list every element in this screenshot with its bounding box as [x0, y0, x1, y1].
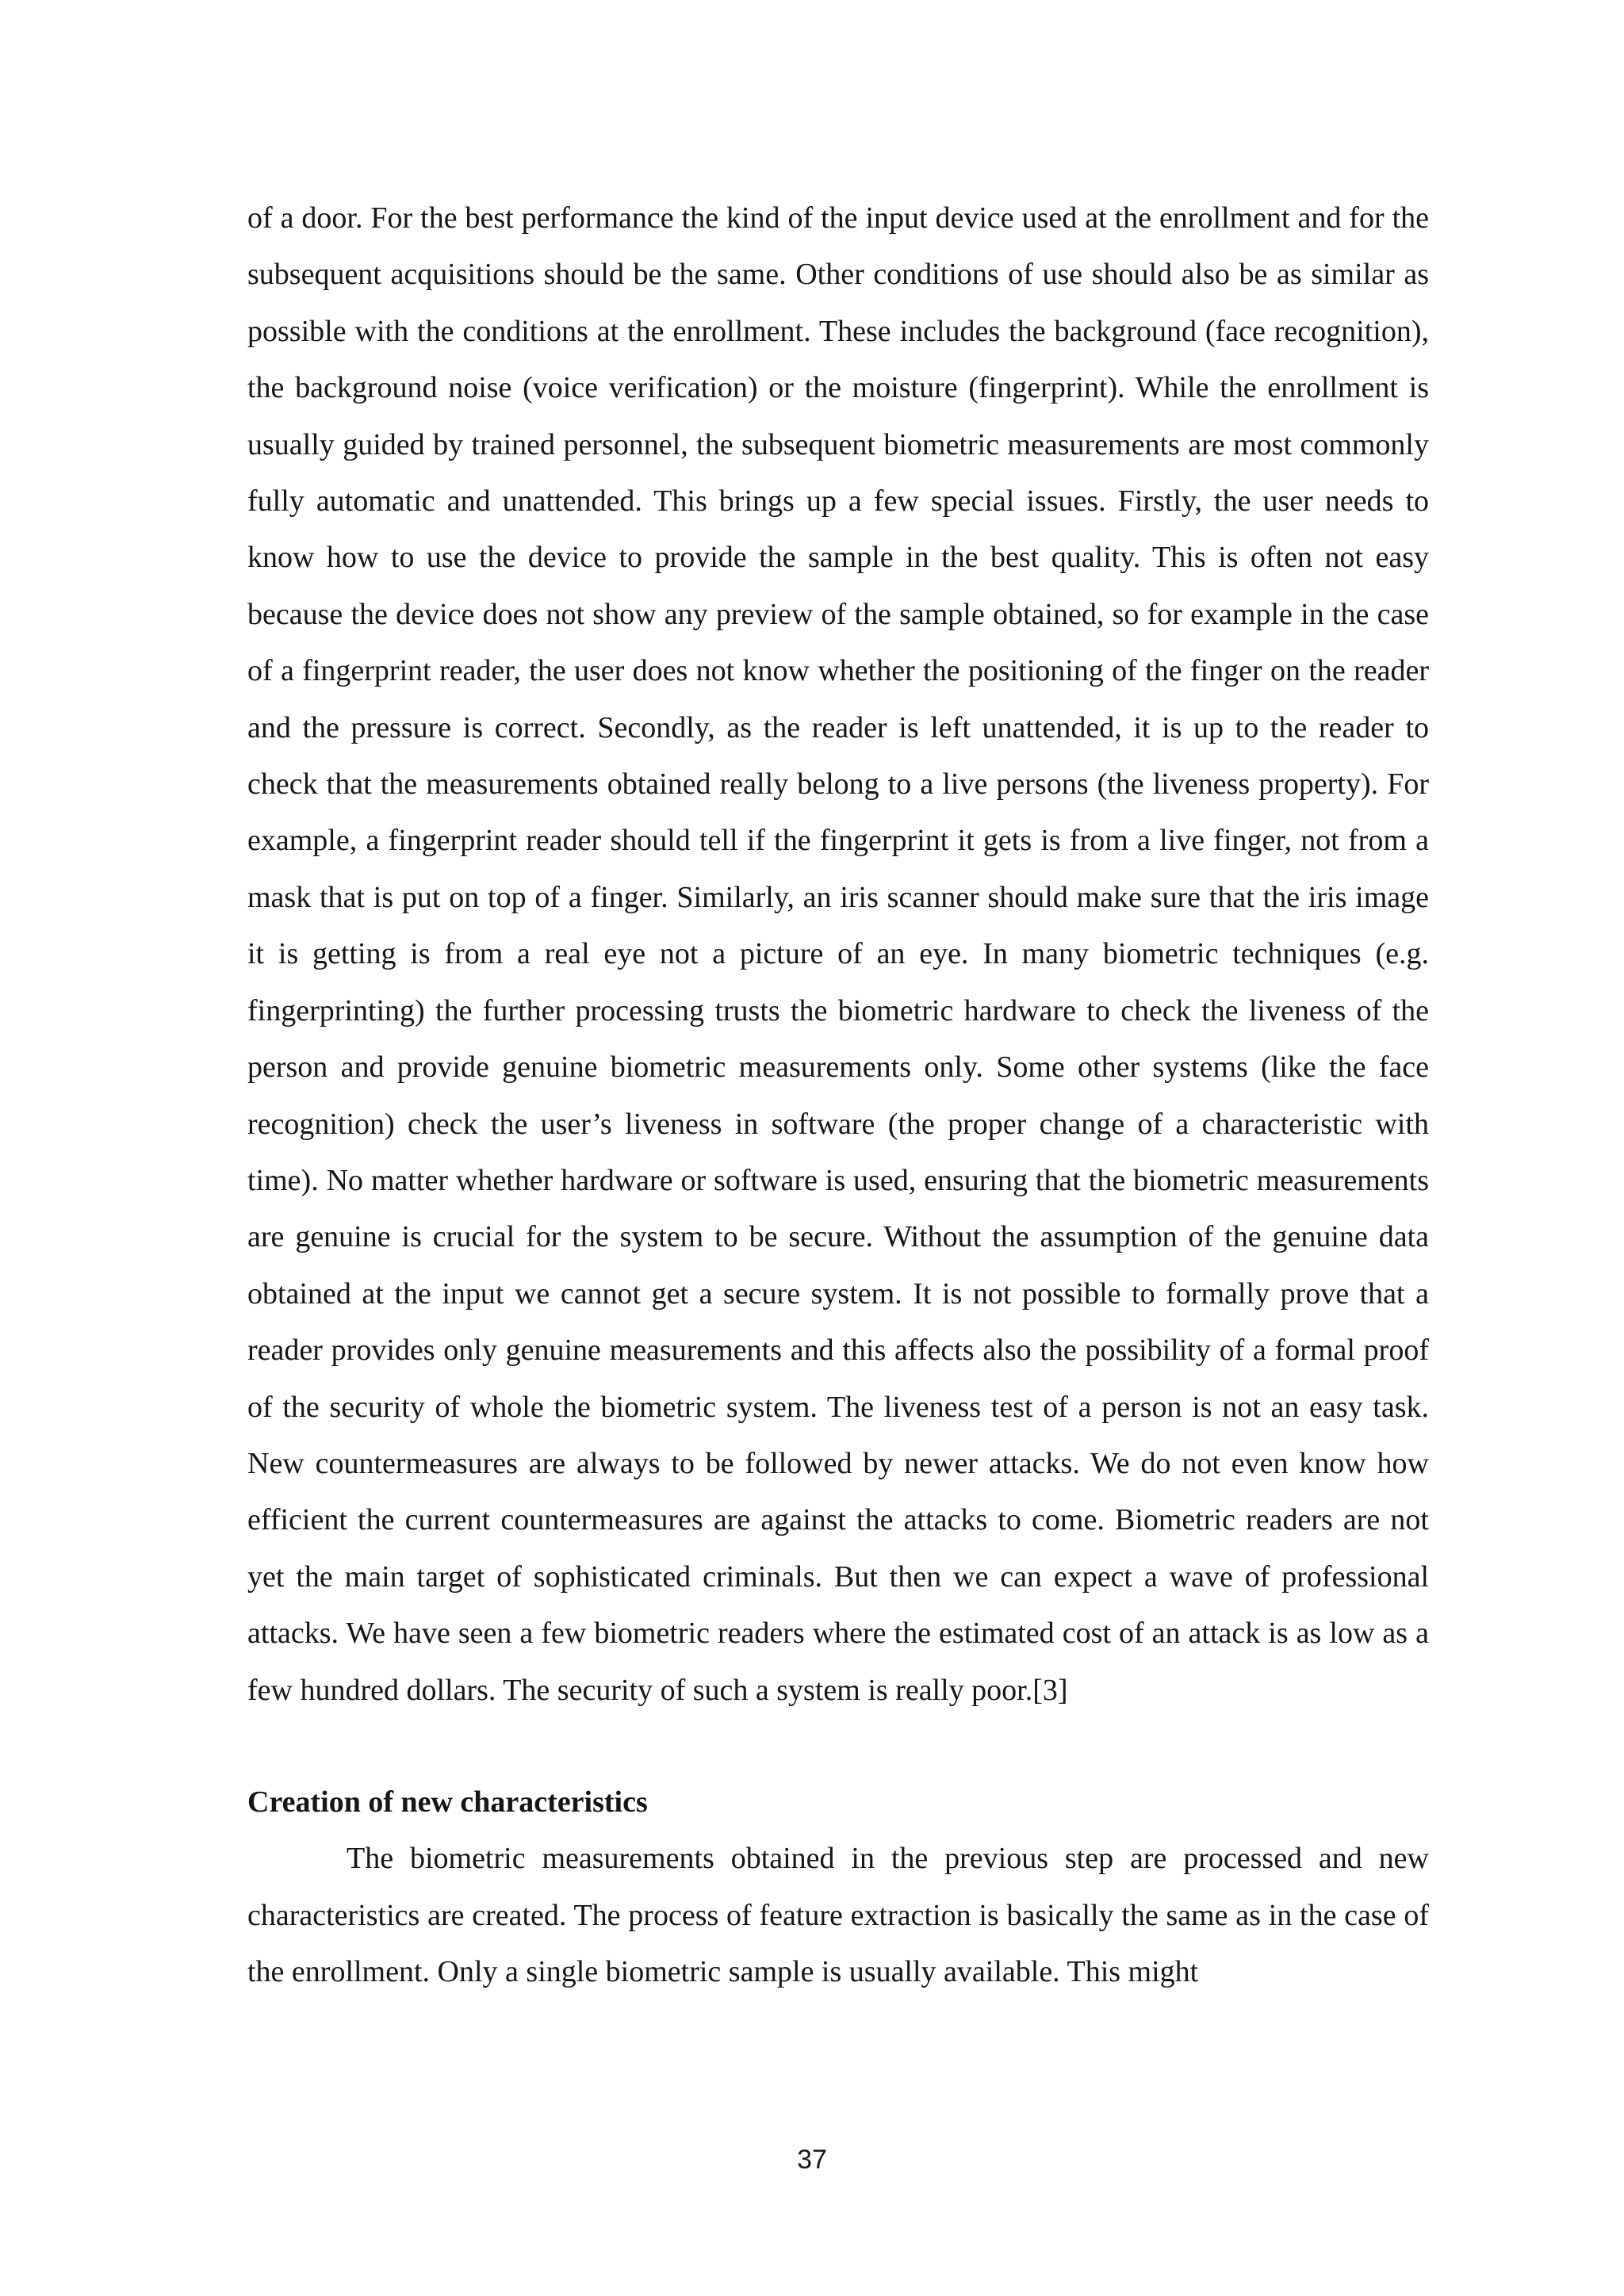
body-paragraph: of a door. For the best performance the kind of the input device used at the enrollment and for the subsequent acquisitions should be the same. Other conditions of use should also be as similar as possible with the conditions at the enrollment. These includes the background (face recognition), the background noise (voice verification) or the moisture (fingerprint). While the enrollment is usually guided by trained personnel, the subsequent biometric measurements are most commonly fully automatic and unattended. This brings up a few special issues. Firstly, the user needs to know how to use the device to provide the sample in the best quality. This is often not easy because the device does not show any preview of the sample obtained, so for example in the case of a fingerprint reader, the user does not know whether the positioning of the finger on the reader and the pressure is correct. Secondly, as the reader is left unattended, it is up to the reader to check that the measurements obtained really belong to a live persons (the liveness property). For example, a fingerprint reader should tell if the fingerprint it gets is from a live finger, not from a mask that is put on top of a finger. Similarly, an iris scanner should make sure that the iris image it is getting is from a real eye not a picture of an eye. In many biometric techniques (e.g. fingerprinting) the further processing trusts the biometric hardware to check the liveness of the person and provide genuine biometric measurements only. Some other systems (like the face recognition) check the user’s liveness in software (the proper change of a characteristic with time). No matter whether hardware or software is used, ensuring that the biometric measurements are genuine is crucial for the system to be secure. Without the assumption of the genuine data obtained at the input we cannot get a secure system. It is not possible to formally prove that a reader provides only genuine measurements and this affects also the possibility of a formal proof of the security of whole the biometric system. The liveness test of a person is not an easy task. New countermeasures are always to be followed by newer attacks. We do not even know how efficient the current countermeasures are against the attacks to come. Biometric readers are not yet the main target of sophisticated criminals. But then we can expect a wave of professional attacks. We have seen a few biometric readers where the estimated cost of an attack is as low as a few hundred dollars. The security of such a system is really poor.[3] [247, 201, 1429, 1707]
page-number: 37 [797, 2145, 827, 2175]
page-content [247, 190, 1429, 2001]
body-paragraph: The biometric measurements obtained in the previous step are processed and new characteristics are created. The process of feature extraction is basically the same as in the case of the enrollment. Only a single biometric sample is usually available. This might [247, 1842, 1429, 1989]
section-heading: Creation of new characteristics [247, 1785, 648, 1819]
